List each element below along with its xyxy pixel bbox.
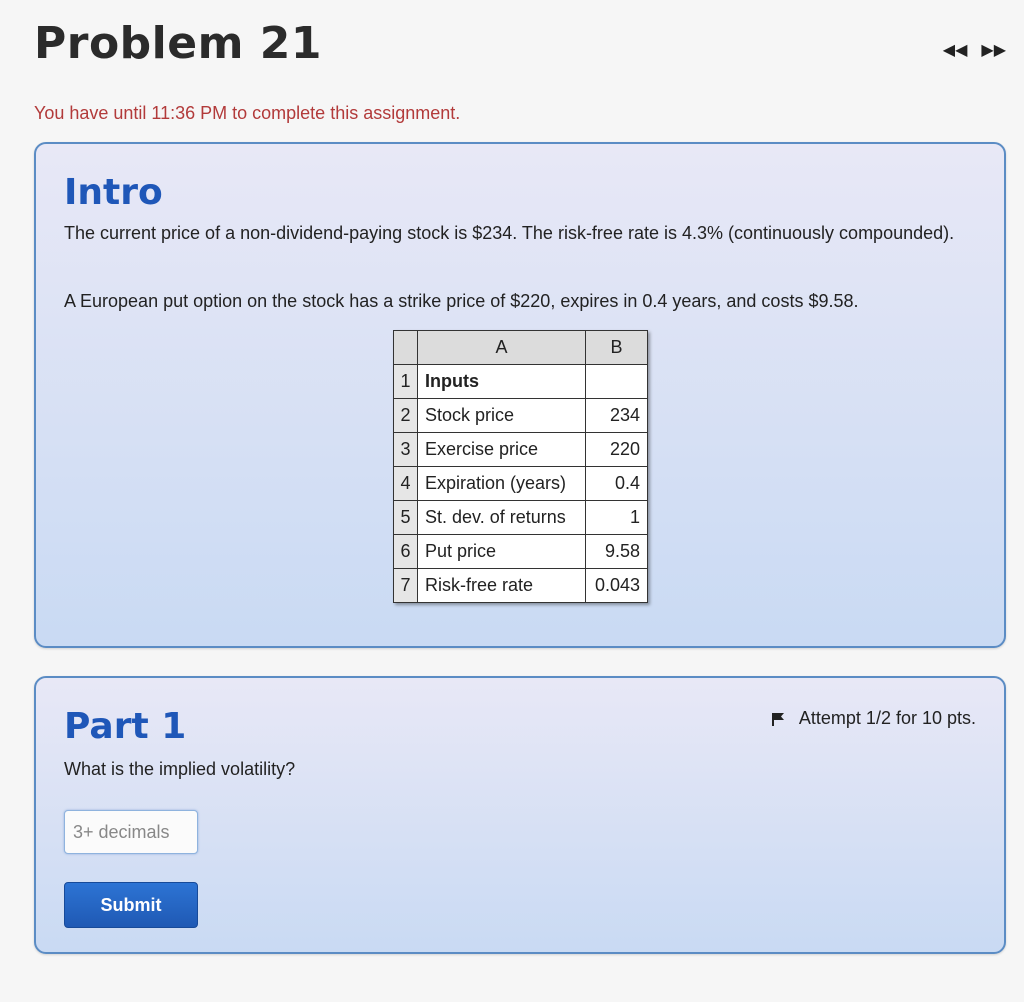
previous-problem-icon[interactable]: ◀◀ (942, 42, 968, 59)
intro-paragraph-2: A European put option on the stock has a strike price of $220, expires in 0.4 years, and costs $9.58. (64, 291, 859, 311)
part1-heading: Part 1 (64, 706, 187, 747)
table-row (394, 569, 648, 603)
row-label: Put price (418, 535, 586, 569)
attempt-text: Attempt 1/2 for 10 pts. (798, 708, 976, 728)
row-value: 0.4 (586, 467, 648, 501)
row-number: 4 (394, 467, 418, 501)
intro-panel (34, 142, 1006, 648)
row-value (586, 365, 648, 399)
row-number: 7 (394, 569, 418, 603)
row-label: Stock price (418, 399, 586, 433)
column-header-b: B (586, 331, 648, 365)
row-number: 1 (394, 365, 418, 399)
table-row (394, 365, 648, 399)
row-label: Exercise price (418, 433, 586, 467)
part1-panel (34, 676, 1006, 954)
intro-paragraph-1: The current price of a non-dividend-paying stock is $234. The risk-free rate is 4.3% (continuously compounded). (64, 223, 955, 243)
row-label: Risk-free rate (418, 569, 586, 603)
part1-question: What is the implied volatility? (64, 759, 296, 779)
row-value: 220 (586, 433, 648, 467)
submit-button[interactable]: Submit (64, 882, 198, 928)
table-row (394, 467, 648, 501)
answer-input[interactable] (64, 810, 198, 854)
spreadsheet-header-row (394, 331, 648, 365)
row-number: 2 (394, 399, 418, 433)
row-value: 234 (586, 399, 648, 433)
table-row (394, 535, 648, 569)
column-header-a: A (418, 331, 586, 365)
next-problem-icon[interactable]: ▶▶ (981, 42, 1006, 59)
row-number: 3 (394, 433, 418, 467)
table-row (394, 399, 648, 433)
deadline-notice: You have until 11:36 PM to complete this assignment. (34, 103, 461, 123)
table-row (394, 433, 648, 467)
problem-nav (943, 40, 1006, 60)
corner-cell (394, 331, 418, 365)
row-number: 6 (394, 535, 418, 569)
row-label: Inputs (418, 365, 586, 399)
inputs-spreadsheet (393, 330, 648, 603)
attempt-info (771, 708, 976, 729)
intro-heading: Intro (64, 172, 163, 213)
row-label: Expiration (years) (418, 467, 586, 501)
page-title: Problem 21 (34, 18, 322, 69)
row-value: 9.58 (586, 535, 648, 569)
row-value: 1 (586, 501, 648, 535)
row-value: 0.043 (586, 569, 648, 603)
table-row (394, 501, 648, 535)
row-number: 5 (394, 501, 418, 535)
row-label: St. dev. of returns (418, 501, 586, 535)
flag-icon[interactable] (771, 712, 785, 726)
